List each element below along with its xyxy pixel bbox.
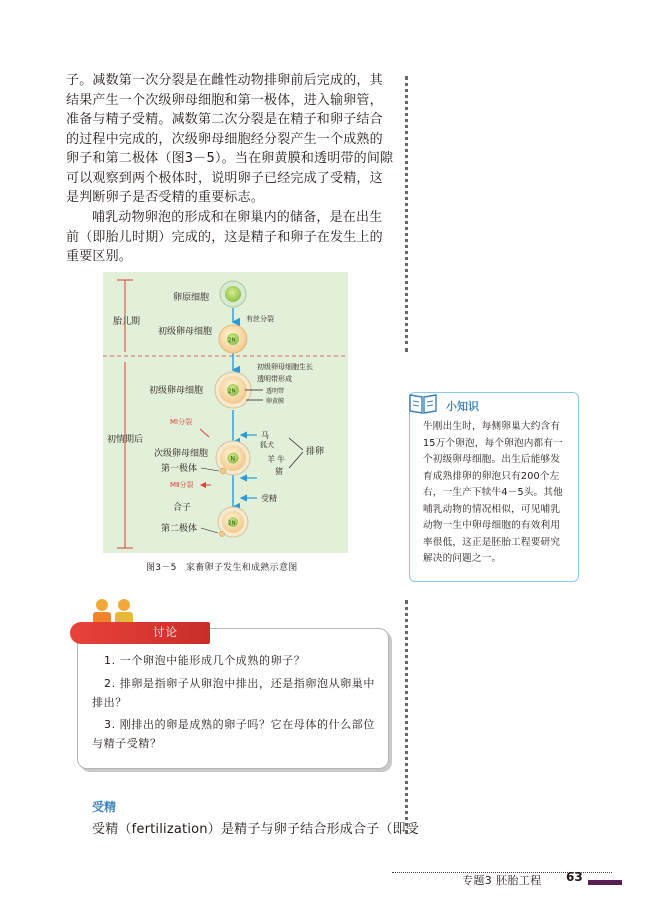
cell-ploidy-2n: 2N <box>228 337 236 344</box>
oogenesis-figure <box>103 272 348 553</box>
label-fertilization: 受精 <box>261 494 277 503</box>
oogonium-cell <box>220 281 246 307</box>
label-vitelline: 卵黄膜 <box>266 398 285 405</box>
label-ovulation: 排卵 <box>306 447 325 457</box>
body-paragraph-1: 子。减数第一次分裂是在雌性动物排卵前后完成的，其结果产生一个次级卵母细胞和第一极体，进入输卵管，准备与精子受精。减数第二次分裂是在精子和卵子结合的过程中完成的，次级卵母细胞经分裂产生一个成熟的卵子和第二极体（图3－5）。当在卵黄膜和透明带的间隙可以观察到两个极体时，说明卵子已经完成了受精，这是判断卵子是否受精的重要标志。 <box>66 73 394 205</box>
label-primary-oocyte-grown: 初级卵母细胞 <box>149 386 204 396</box>
label-primary-oocyte-fetal: 初级卵母细胞 <box>158 327 213 337</box>
knowledge-tip-box <box>409 392 579 582</box>
tip-body: 牛刚出生时，每侧卵巢大约含有15万个卵泡，每个卵泡内都有一个初级卵母细胞。出生后能够发育成熟排卵的卵泡只有200个左右，一生产下犊牛4－5头。其他哺乳动物的情况相似，可见哺乳动物一生中卵母细胞的有效利用率很低，这正是胚胎工程要研究解决的问题之一。 <box>423 421 563 564</box>
discussion-question-3: 3. 刚排出的卵是成熟的卵子吗？它在母体的什么部位与精子受精？ <box>92 718 375 750</box>
label-species-fox: 狐 <box>260 441 267 449</box>
pointer-first-polar-body <box>201 468 219 471</box>
second-polar-body-dot <box>219 531 224 536</box>
label-species-sheep: 羊 <box>267 455 275 464</box>
pointer-second-polar-body <box>201 528 218 533</box>
label-species-dog: 犬 <box>267 441 274 449</box>
label-secondary-oocyte: 次级卵母细胞 <box>154 449 209 459</box>
stage-label-fetal: 胎儿期 <box>113 317 141 327</box>
discussion-question-2: 2. 排卵是指卵子从卵泡中排出，还是指卵泡从卵巢中排出？ <box>92 677 375 709</box>
label-meiosis1: MⅠ分裂 <box>170 418 193 426</box>
section-text: 受精（fertilization）是精子与卵子结合形成合子（即受 <box>92 822 419 837</box>
cell-ploidy-n: N <box>230 455 235 463</box>
label-growth-note-1: 初级卵母细胞生长 <box>257 363 313 371</box>
stage-bracket-puberty <box>117 362 133 548</box>
tip-header <box>410 393 578 421</box>
figure-caption: 图3－5 家畜卵子发生和成熟示意图 <box>146 563 298 573</box>
label-zona: 透明带 <box>266 388 285 395</box>
discussion-label-bar <box>70 622 210 644</box>
ovulation-bracket <box>289 438 303 468</box>
margin-dotted-line-top <box>405 76 408 352</box>
stage-bracket-fetal <box>117 280 133 352</box>
discussion-label: 讨论 <box>153 625 178 639</box>
tip-title: 小知识 <box>446 400 479 413</box>
label-oogonium: 卵原细胞 <box>173 293 210 303</box>
label-species-cattle: 牛 <box>277 455 285 464</box>
discussion-question-1: 1. 一个卵泡中能形成几个成熟的卵子？ <box>104 654 306 667</box>
first-polar-body-dot <box>220 468 226 474</box>
label-mitosis: 有丝分裂 <box>246 315 274 323</box>
oogenesis-diagram <box>103 272 348 553</box>
cell-ploidy-2n-grown: 2N <box>228 388 236 395</box>
margin-dotted-line-bottom <box>405 600 408 834</box>
label-species-horse: 马 <box>261 431 269 440</box>
footer-accent-bar <box>588 880 622 885</box>
footer-chapter: 专题3 胚胎工程 <box>462 874 542 887</box>
section-heading: 受精 <box>92 800 117 814</box>
label-first-polar-body: 第一极体 <box>161 464 198 474</box>
label-zygote: 合子 <box>173 503 192 513</box>
label-second-polar-body: 第二极体 <box>161 524 198 534</box>
body-paragraph-2: 哺乳动物卵泡的形成和在卵巢内的储备，是在出生前（即胎儿时期）完成的，这是精子和卵子在发生上的重要区别。 <box>66 210 383 264</box>
meiosis1-mark-arrow <box>200 429 209 437</box>
label-species-pig: 猪 <box>275 467 283 476</box>
label-growth-note-2: 透明带形成 <box>257 375 292 383</box>
page-number: 63 <box>566 870 583 884</box>
cell-ploidy-2n-zygote: 2N <box>228 520 236 527</box>
stage-label-puberty: 初情期后 <box>107 435 144 445</box>
label-meiosis2: MⅡ分裂 <box>170 481 194 489</box>
open-book-icon <box>408 391 438 415</box>
